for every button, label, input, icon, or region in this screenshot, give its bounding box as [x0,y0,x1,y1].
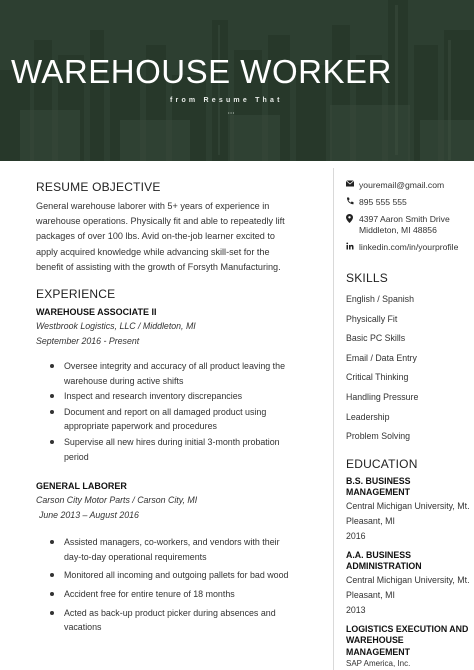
linkedin-icon [346,242,359,250]
job-dates: September 2016 - Present [36,336,140,347]
job-dates: June 2013 – August 2016 [39,510,139,521]
skill-item: Email / Data Entry [346,352,417,363]
job-bullet: Oversee integrity and accuracy of all product leaving the warehouse during active shifts [50,359,298,388]
education-degree: B.S. BUSINESS MANAGEMENT [346,475,411,498]
contact-email [346,180,470,191]
education-item [346,476,470,544]
experience-heading: EXPERIENCE [36,287,116,302]
decorative-dots: ••• [228,110,236,115]
job-bullet: Assisted managers, co-workers, and vendors with their day-to-day operational requirements [50,535,298,564]
linkedin-text[interactable]: linkedin.com/in/yourprofile [359,242,459,252]
main-column [36,180,298,647]
job-title: WAREHOUSE ASSOCIATE II [36,307,157,318]
skill-item: Leadership [346,411,390,422]
job-company: Carson City Motor Parts / Carson City, MI [36,495,198,506]
map-pin-icon [346,214,359,223]
phone-icon [346,197,359,205]
job-bullet: Accident free for entire tenure of 18 months [50,587,298,602]
job-bullet: Monitored all incoming and outgoing pallets for bad wood [50,568,298,583]
header-banner [0,0,474,161]
skill-item: Critical Thinking [346,372,409,383]
sidebar-column [346,180,470,670]
education-year: 2016 [346,530,366,541]
email-text[interactable]: youremail@gmail.com [359,180,445,190]
job-entry [36,480,298,635]
education-year: 2013 [346,604,366,615]
job-bullet: Supervise all new hires during initial 3-month probation period [50,435,298,464]
education-item [346,550,470,618]
column-divider [333,168,334,670]
contact-block [346,180,470,253]
objective-text: General warehouse laborer with 5+ years of experience in warehouse operations. Physically fit and able to repeatedly lift packages of over 100 lbs. Avid on-the-job learner excited to apply acquired knowledge while advancing skill-set for the benefit of assisting with the growth of Forsyth Manufacturing. [36,201,285,272]
skill-item: Problem Solving [346,431,411,442]
objective-heading: RESUME OBJECTIVE [36,180,161,194]
job-bullet: Inspect and research inventory discrepancies [50,389,298,404]
subtitle: from Resume That [170,97,283,104]
job-bullet: Document and report on all damaged product using appropriate paperwork and procedures [50,405,298,434]
envelope-icon [346,180,359,187]
page-title: WAREHOUSE WORKER [11,53,392,90]
skill-item: English / Spanish [346,294,414,304]
job-bullets [36,535,298,635]
phone-text: 895 555 555 [359,197,407,207]
job-bullets [36,359,298,464]
education-heading: EDUCATION [346,456,418,471]
education-school: Central Michigan University, Mt. Pleasant, MI [346,574,470,600]
education-degree: LOGISTICS EXECUTION AND WAREHOUSE MANAGEMENT [346,623,469,657]
address-line-1: 4397 Aaron Smith Drive [359,214,450,224]
skill-item: Physically Fit [346,313,398,324]
contact-phone [346,197,470,208]
education-school: SAP America, Inc. [346,659,411,669]
skills-list [346,290,470,447]
contact-address [346,214,470,236]
job-title: GENERAL LABORER [36,481,127,492]
education-item [346,624,470,670]
skill-item: Handling Pressure [346,391,419,402]
job-company: Westbrook Logistics, LLC / Middleton, MI [36,321,196,332]
address-text [359,214,450,236]
skills-heading: SKILLS [346,271,388,285]
address-line-2: Middleton, MI 48856 [359,225,437,235]
education-degree: A.A. BUSINESS ADMINISTRATION [346,549,422,572]
skill-item: Basic PC Skills [346,333,406,344]
education-school: Central Michigan University, Mt. Pleasant, MI [346,500,470,526]
contact-linkedin [346,242,470,253]
job-entry [36,306,298,464]
job-bullet: Acted as back-up product picker during absences and vacations [50,606,298,635]
